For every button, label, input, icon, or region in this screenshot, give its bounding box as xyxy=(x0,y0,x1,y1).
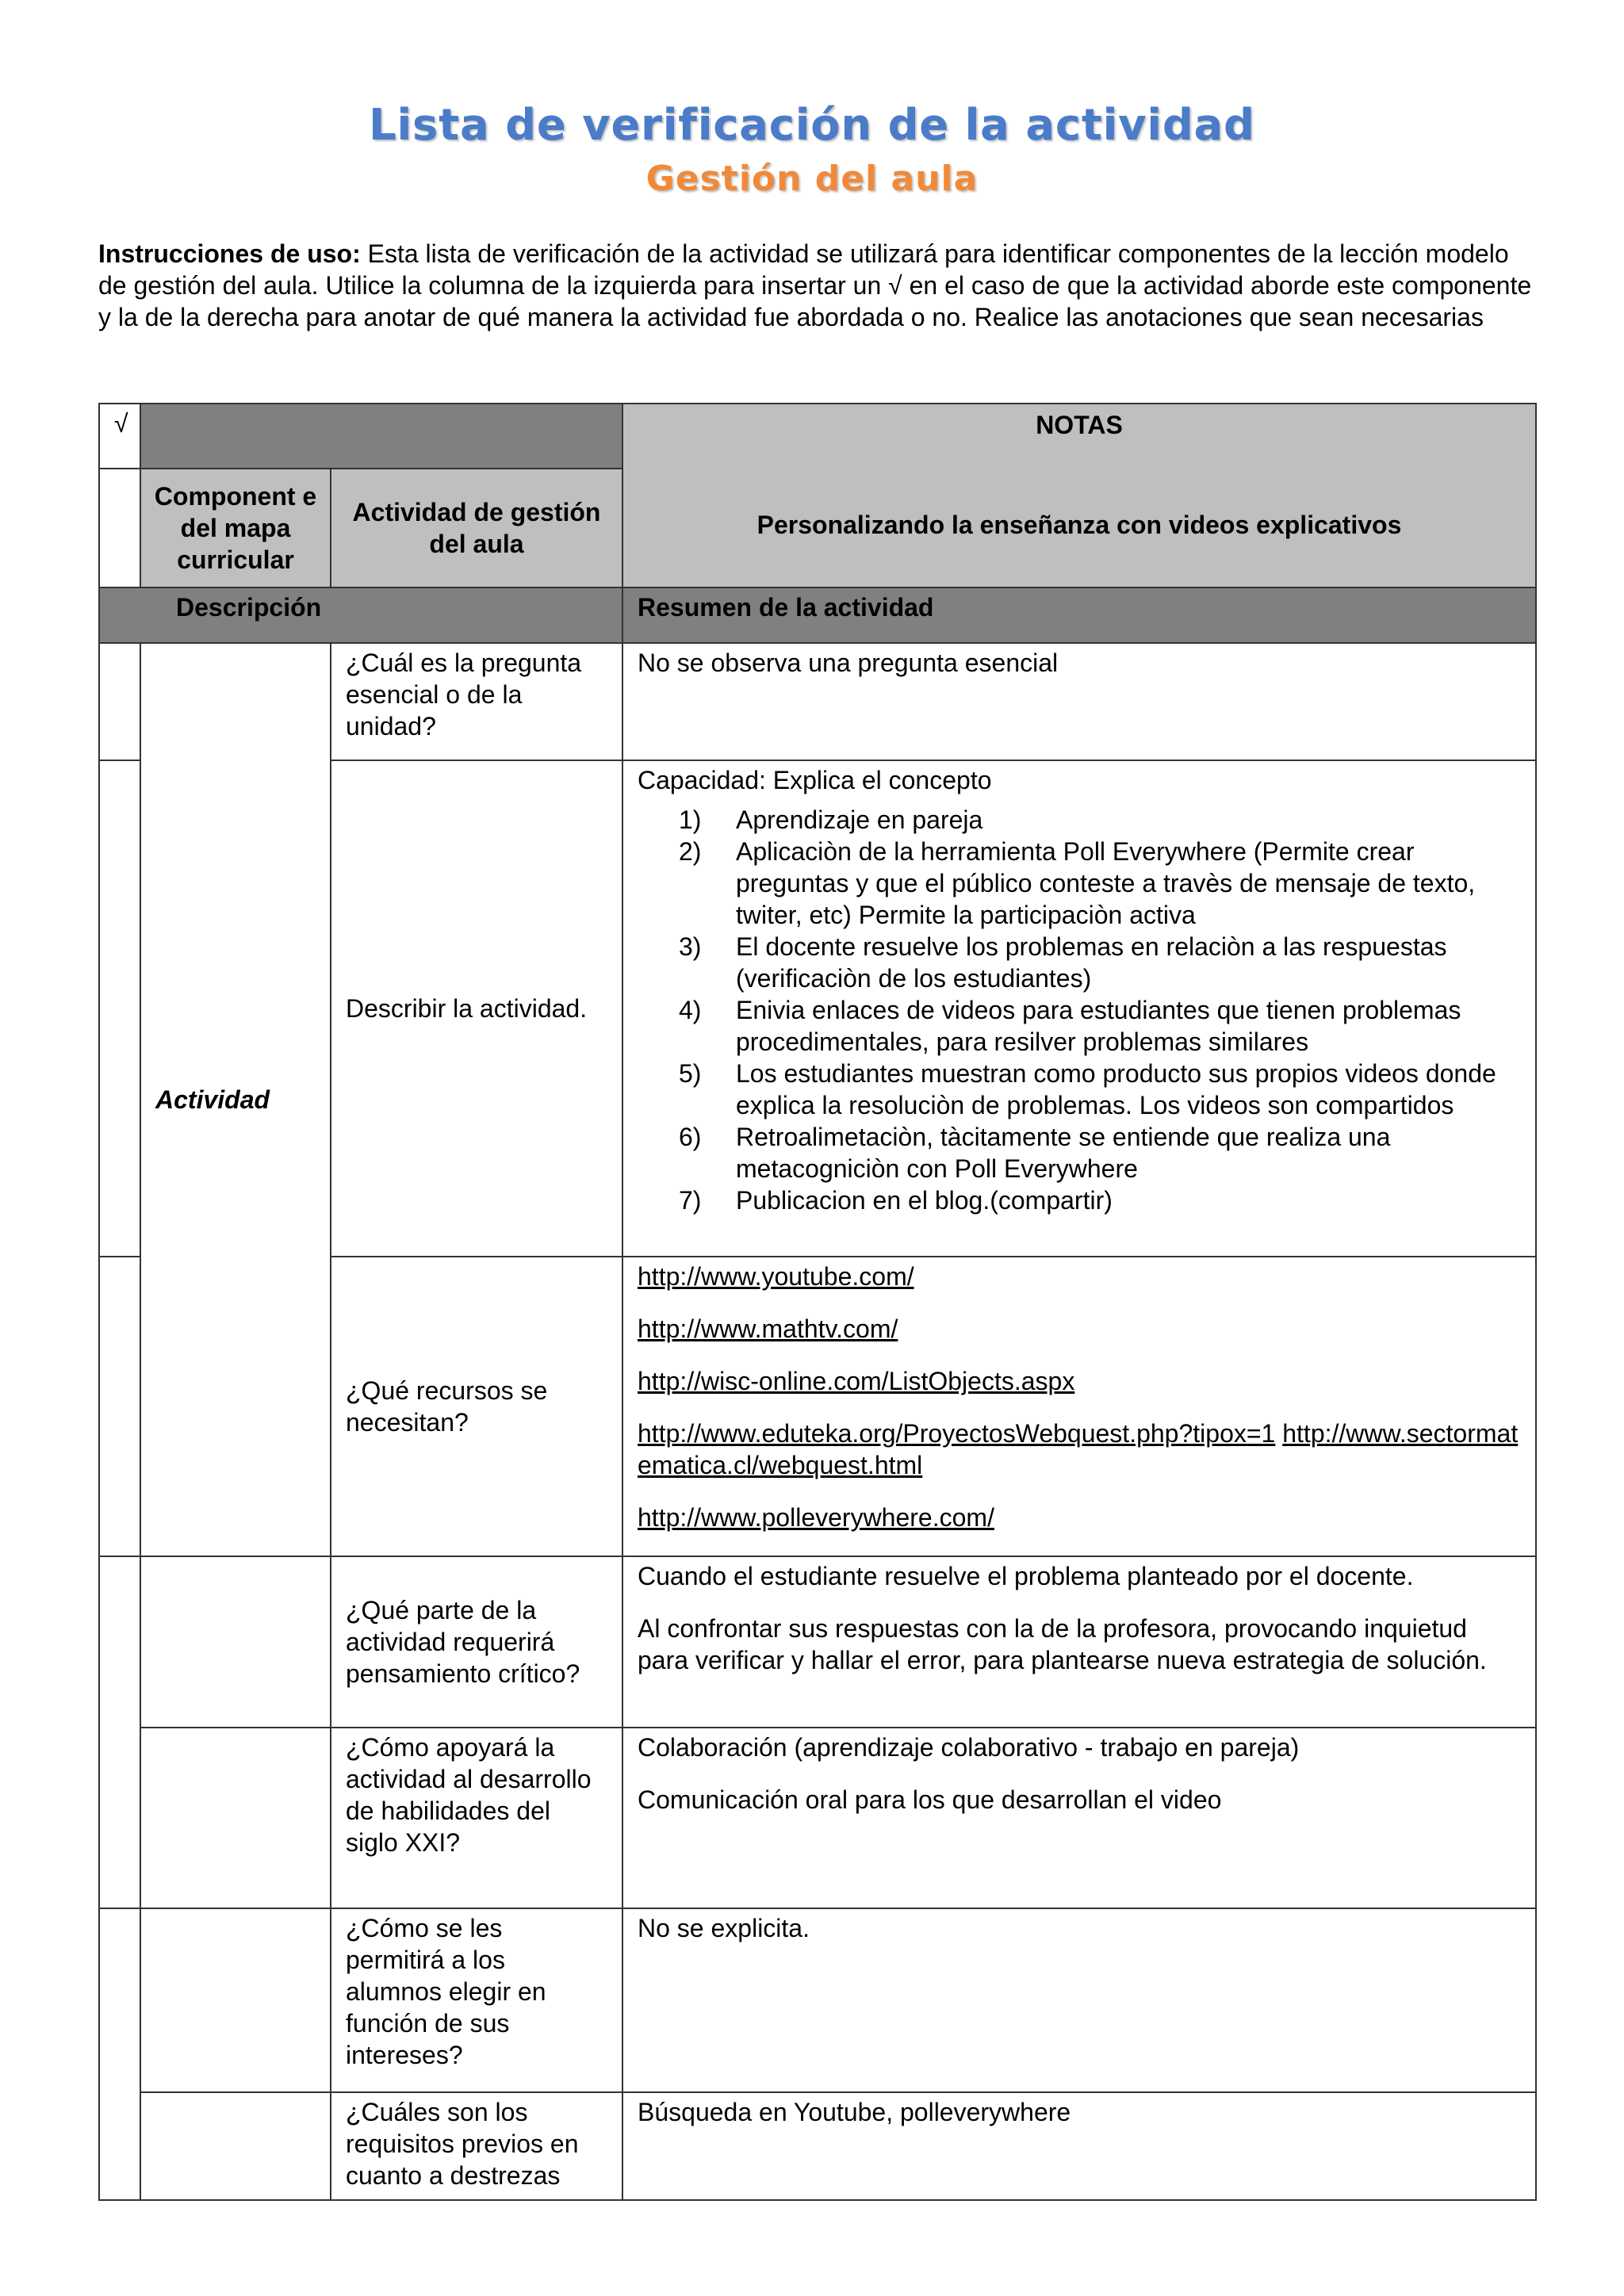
check-column-header xyxy=(99,404,140,469)
list-item: 3) El docente resuelve los problemas en relaciòn a las respuestas (verificaciòn de los estudiantes) xyxy=(679,932,1447,993)
header-blank-gray xyxy=(140,404,622,469)
summary-header: Resumen de la actividad xyxy=(622,587,1536,643)
link-wisc-online[interactable]: http://wisc-online.com/ListObjects.aspx xyxy=(638,1367,1075,1395)
question-choice: ¿Cómo se les permitirá a los alumnos elegir en función de sus intereses? xyxy=(331,1908,622,2092)
lesson-title: Personalizando la enseñanza con videos explicativos xyxy=(756,511,1402,539)
answer-choice: No se explicita. xyxy=(622,1908,1536,2092)
list-item: 5) Los estudiantes muestran como producto sus propios videos donde explica la resoluciòn de problemas. Los videos son compartidos xyxy=(679,1059,1496,1119)
answer-describe xyxy=(622,760,1536,1257)
component-header: Component e del mapa curricular xyxy=(140,469,331,587)
description-header: Descripción xyxy=(99,587,622,643)
link-eduteka[interactable]: http://www.eduteka.org/ProyectosWebquest.php?tipox=1 xyxy=(638,1419,1276,1448)
question-critical-thinking: ¿Qué parte de la actividad requerirá pensamiento crítico? xyxy=(331,1556,622,1728)
document-subtitle: Gestión del aula xyxy=(645,159,979,199)
question-prerequisites: ¿Cuáles son los requisitos previos en cuanto a destrezas xyxy=(331,2092,622,2200)
notes-header-cell xyxy=(622,404,1536,587)
check-cell[interactable] xyxy=(99,760,140,1257)
question-describe: Describir la actividad. xyxy=(331,760,622,1257)
link-mathtv[interactable]: http://www.mathtv.com/ xyxy=(638,1314,898,1343)
component-cell xyxy=(140,1908,331,2092)
capacity-text: Capacidad: Explica el concepto xyxy=(638,766,992,794)
blank-check-cell xyxy=(99,469,140,587)
document-title: Lista de verificación de la actividad xyxy=(369,100,1255,150)
list-item: 4) Enivia enlaces de videos para estudiantes que tienen problemas procedimentales, para resilver problemas similares xyxy=(679,996,1461,1056)
component-cell xyxy=(140,1728,331,1908)
link-polleverywhere[interactable]: http://www.polleverywhere.com/ xyxy=(638,1503,994,1532)
check-cell[interactable] xyxy=(99,1257,140,1556)
list-item: 7) Publicacion en el blog.(compartir) xyxy=(679,1186,1113,1215)
answer-critical-thinking: Cuando el estudiante resuelve el problema planteado por el docente. Al confrontar sus respuestas con la de la profesora, provocando inquietud para verificar y hallar el error, para plantearse nueva estrategia de solución. xyxy=(622,1556,1536,1728)
list-item: 6) Retroalimetaciòn, tàcitamente se entiende que realiza una metacogniciòn con Poll Everywhere xyxy=(679,1123,1391,1183)
component-cell xyxy=(140,1556,331,1728)
link-sectormatematica[interactable]: http://www.sectormatematica.cl/webquest.html xyxy=(638,1419,1519,1479)
answer-resources xyxy=(622,1257,1536,1556)
list-item: 2) Aplicaciòn de la herramienta Poll Everywhere (Permite crear preguntas y que el público conteste a travès de mensaje de texto, twiter, etc) Permite la participaciòn activa xyxy=(679,837,1476,929)
component-cell xyxy=(140,2092,331,2200)
instructions-label: Instrucciones de uso: xyxy=(98,239,361,268)
link-youtube[interactable]: http://www.youtube.com/ xyxy=(638,1262,914,1291)
answer-essential: No se observa una pregunta esencial xyxy=(622,643,1536,760)
checklist-table xyxy=(98,403,1537,2201)
question-essential: ¿Cuál es la pregunta esencial o de la unidad? xyxy=(331,643,622,760)
notes-header: NOTAS xyxy=(1036,411,1123,439)
group-label-actividad: Actividad xyxy=(140,643,331,1556)
check-symbol: √ xyxy=(114,409,128,438)
list-item: 1) Aprendizaje en pareja xyxy=(679,806,983,834)
question-21st-century: ¿Cómo apoyará la actividad al desarrollo de habilidades del siglo XXI? xyxy=(331,1728,622,1908)
question-resources: ¿Qué recursos se necesitan? xyxy=(331,1257,622,1556)
check-cell[interactable] xyxy=(99,1556,140,1908)
answer-21st-century: Colaboración (aprendizaje colaborativo - trabajo en pareja) Comunicación oral para los que desarrollan el video xyxy=(622,1728,1536,1908)
check-cell[interactable] xyxy=(99,643,140,760)
check-cell[interactable] xyxy=(99,1908,140,2200)
answer-prerequisites: Búsqueda en Youtube, polleverywhere xyxy=(622,2092,1536,2200)
activity-steps-list xyxy=(638,804,1521,1216)
instructions-paragraph xyxy=(98,238,1542,333)
instructions-text: Esta lista de verificación de la actividad se utilizará para identificar componentes de la lección modelo de gestión del aula. Utilice la columna de la izquierda para insertar un √ en el caso de que la actividad aborde este componente y la de la derecha para anotar de qué manera la actividad fue abordada o no. Realice las anotaciones que sean necesarias xyxy=(98,239,1532,331)
activity-header: Actividad de gestión del aula xyxy=(331,469,622,587)
